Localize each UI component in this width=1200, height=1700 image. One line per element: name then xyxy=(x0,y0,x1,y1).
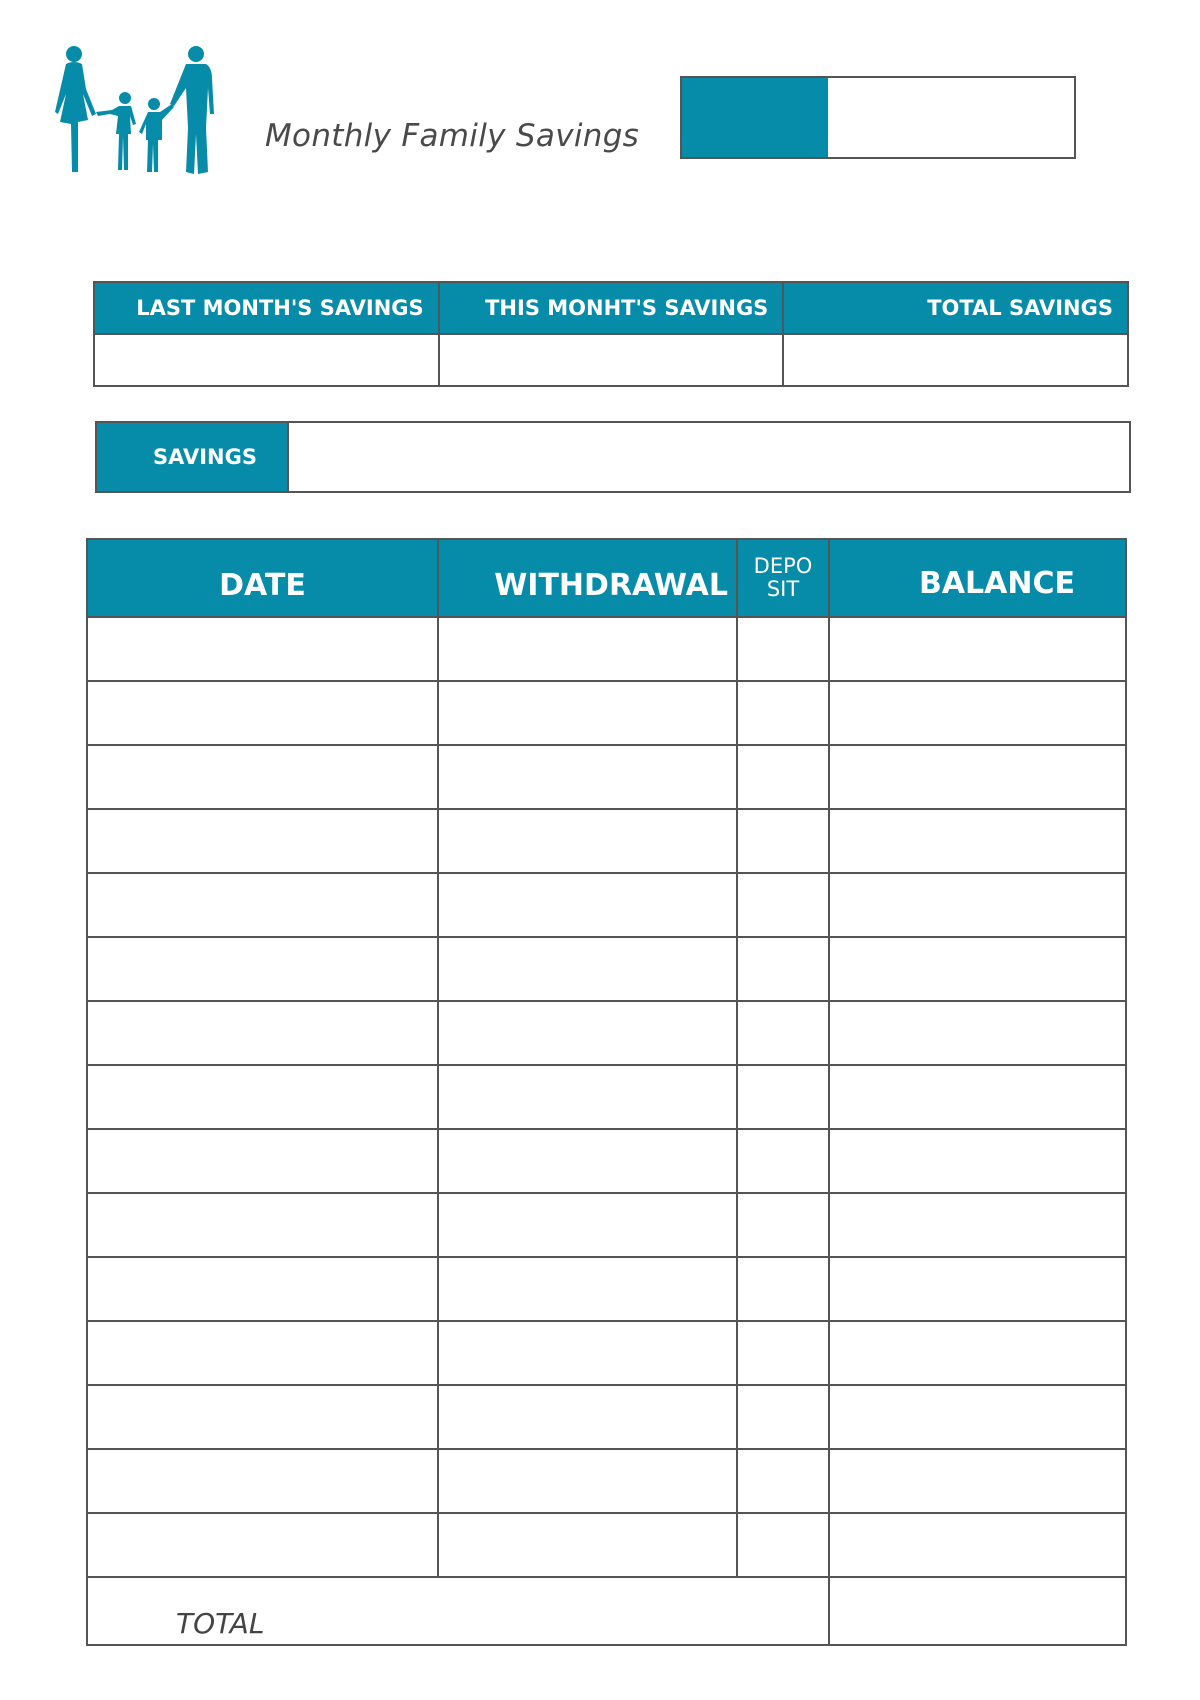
family-silhouette-icon xyxy=(52,44,227,178)
withdrawal-cell[interactable] xyxy=(438,1385,737,1449)
date-cell[interactable] xyxy=(87,617,438,681)
balance-cell[interactable] xyxy=(829,809,1126,873)
date-cell[interactable] xyxy=(87,873,438,937)
savings-summary-table xyxy=(93,281,1129,387)
withdrawal-cell[interactable] xyxy=(438,937,737,1001)
withdrawal-cell[interactable] xyxy=(438,1449,737,1513)
withdrawal-cell[interactable] xyxy=(438,1193,737,1257)
withdrawal-cell[interactable] xyxy=(438,745,737,809)
deposit-cell[interactable] xyxy=(737,1513,829,1577)
last-month-savings-field[interactable] xyxy=(94,334,439,386)
table-row xyxy=(87,681,1126,745)
deposit-cell[interactable] xyxy=(737,1193,829,1257)
date-cell[interactable] xyxy=(87,681,438,745)
date-cell[interactable] xyxy=(87,1513,438,1577)
date-cell[interactable] xyxy=(87,1001,438,1065)
month-input-field[interactable] xyxy=(828,78,1074,157)
balance-cell[interactable] xyxy=(829,1065,1126,1129)
table-row xyxy=(87,1129,1126,1193)
header-this-month-savings: THIS MONHT'S SAVINGS xyxy=(439,282,784,334)
month-box xyxy=(680,76,1076,159)
balance-cell[interactable] xyxy=(829,1385,1126,1449)
withdrawal-cell[interactable] xyxy=(438,1065,737,1129)
table-row xyxy=(87,1257,1126,1321)
table-row xyxy=(87,1449,1126,1513)
table-row xyxy=(87,1001,1126,1065)
header-deposit xyxy=(737,539,829,617)
page-title: Monthly Family Savings xyxy=(265,118,640,154)
savings-field[interactable] xyxy=(289,423,1129,491)
table-row xyxy=(87,809,1126,873)
balance-cell[interactable] xyxy=(829,1449,1126,1513)
table-row xyxy=(87,1513,1126,1577)
deposit-cell[interactable] xyxy=(737,1065,829,1129)
header-deposit-line2: SIT xyxy=(766,577,800,601)
header-deposit-line1: DEPO xyxy=(753,554,813,578)
deposit-cell[interactable] xyxy=(737,809,829,873)
balance-cell[interactable] xyxy=(829,681,1126,745)
withdrawal-cell[interactable] xyxy=(438,873,737,937)
balance-cell[interactable] xyxy=(829,1321,1126,1385)
date-cell[interactable] xyxy=(87,1449,438,1513)
date-cell[interactable] xyxy=(87,1321,438,1385)
deposit-cell[interactable] xyxy=(737,1385,829,1449)
deposit-cell[interactable] xyxy=(737,1257,829,1321)
balance-cell[interactable] xyxy=(829,1513,1126,1577)
withdrawal-cell[interactable] xyxy=(438,1129,737,1193)
table-row xyxy=(87,1065,1126,1129)
deposit-cell[interactable] xyxy=(737,617,829,681)
table-row xyxy=(87,937,1126,1001)
date-cell[interactable] xyxy=(87,809,438,873)
date-cell[interactable] xyxy=(87,1129,438,1193)
deposit-cell[interactable] xyxy=(737,1321,829,1385)
balance-cell[interactable] xyxy=(829,1001,1126,1065)
header-balance: BALANCE xyxy=(829,539,1126,617)
table-row xyxy=(87,873,1126,937)
total-label: TOTAL xyxy=(87,1577,829,1645)
date-cell[interactable] xyxy=(87,1257,438,1321)
deposit-cell[interactable] xyxy=(737,937,829,1001)
balance-cell[interactable] xyxy=(829,937,1126,1001)
date-cell[interactable] xyxy=(87,1065,438,1129)
withdrawal-cell[interactable] xyxy=(438,617,737,681)
table-row xyxy=(87,1193,1126,1257)
this-month-savings-field[interactable] xyxy=(439,334,784,386)
balance-cell[interactable] xyxy=(829,1257,1126,1321)
date-cell[interactable] xyxy=(87,1193,438,1257)
header-last-month-savings: LAST MONTH'S SAVINGS xyxy=(94,282,439,334)
ledger-table xyxy=(86,538,1127,1646)
balance-cell[interactable] xyxy=(829,1193,1126,1257)
header-date: DATE xyxy=(87,539,438,617)
withdrawal-cell[interactable] xyxy=(438,1513,737,1577)
withdrawal-cell[interactable] xyxy=(438,809,737,873)
balance-cell[interactable] xyxy=(829,873,1126,937)
withdrawal-cell[interactable] xyxy=(438,1001,737,1065)
date-cell[interactable] xyxy=(87,1385,438,1449)
header-total-savings: TOTAL SAVINGS xyxy=(783,282,1128,334)
total-savings-field[interactable] xyxy=(783,334,1128,386)
date-cell[interactable] xyxy=(87,745,438,809)
header-withdrawal: WITHDRAWAL xyxy=(438,539,737,617)
deposit-cell[interactable] xyxy=(737,745,829,809)
month-label-block xyxy=(682,78,828,157)
table-row xyxy=(87,1385,1126,1449)
deposit-cell[interactable] xyxy=(737,1001,829,1065)
withdrawal-cell[interactable] xyxy=(438,1321,737,1385)
savings-label: SAVINGS xyxy=(97,423,289,491)
date-cell[interactable] xyxy=(87,937,438,1001)
balance-cell[interactable] xyxy=(829,617,1126,681)
total-balance-field[interactable] xyxy=(829,1577,1126,1645)
table-row xyxy=(87,745,1126,809)
table-row xyxy=(87,617,1126,681)
withdrawal-cell[interactable] xyxy=(438,681,737,745)
deposit-cell[interactable] xyxy=(737,1129,829,1193)
deposit-cell[interactable] xyxy=(737,1449,829,1513)
deposit-cell[interactable] xyxy=(737,873,829,937)
balance-cell[interactable] xyxy=(829,1129,1126,1193)
table-row xyxy=(87,1321,1126,1385)
deposit-cell[interactable] xyxy=(737,681,829,745)
balance-cell[interactable] xyxy=(829,745,1126,809)
withdrawal-cell[interactable] xyxy=(438,1257,737,1321)
savings-row xyxy=(95,421,1131,493)
